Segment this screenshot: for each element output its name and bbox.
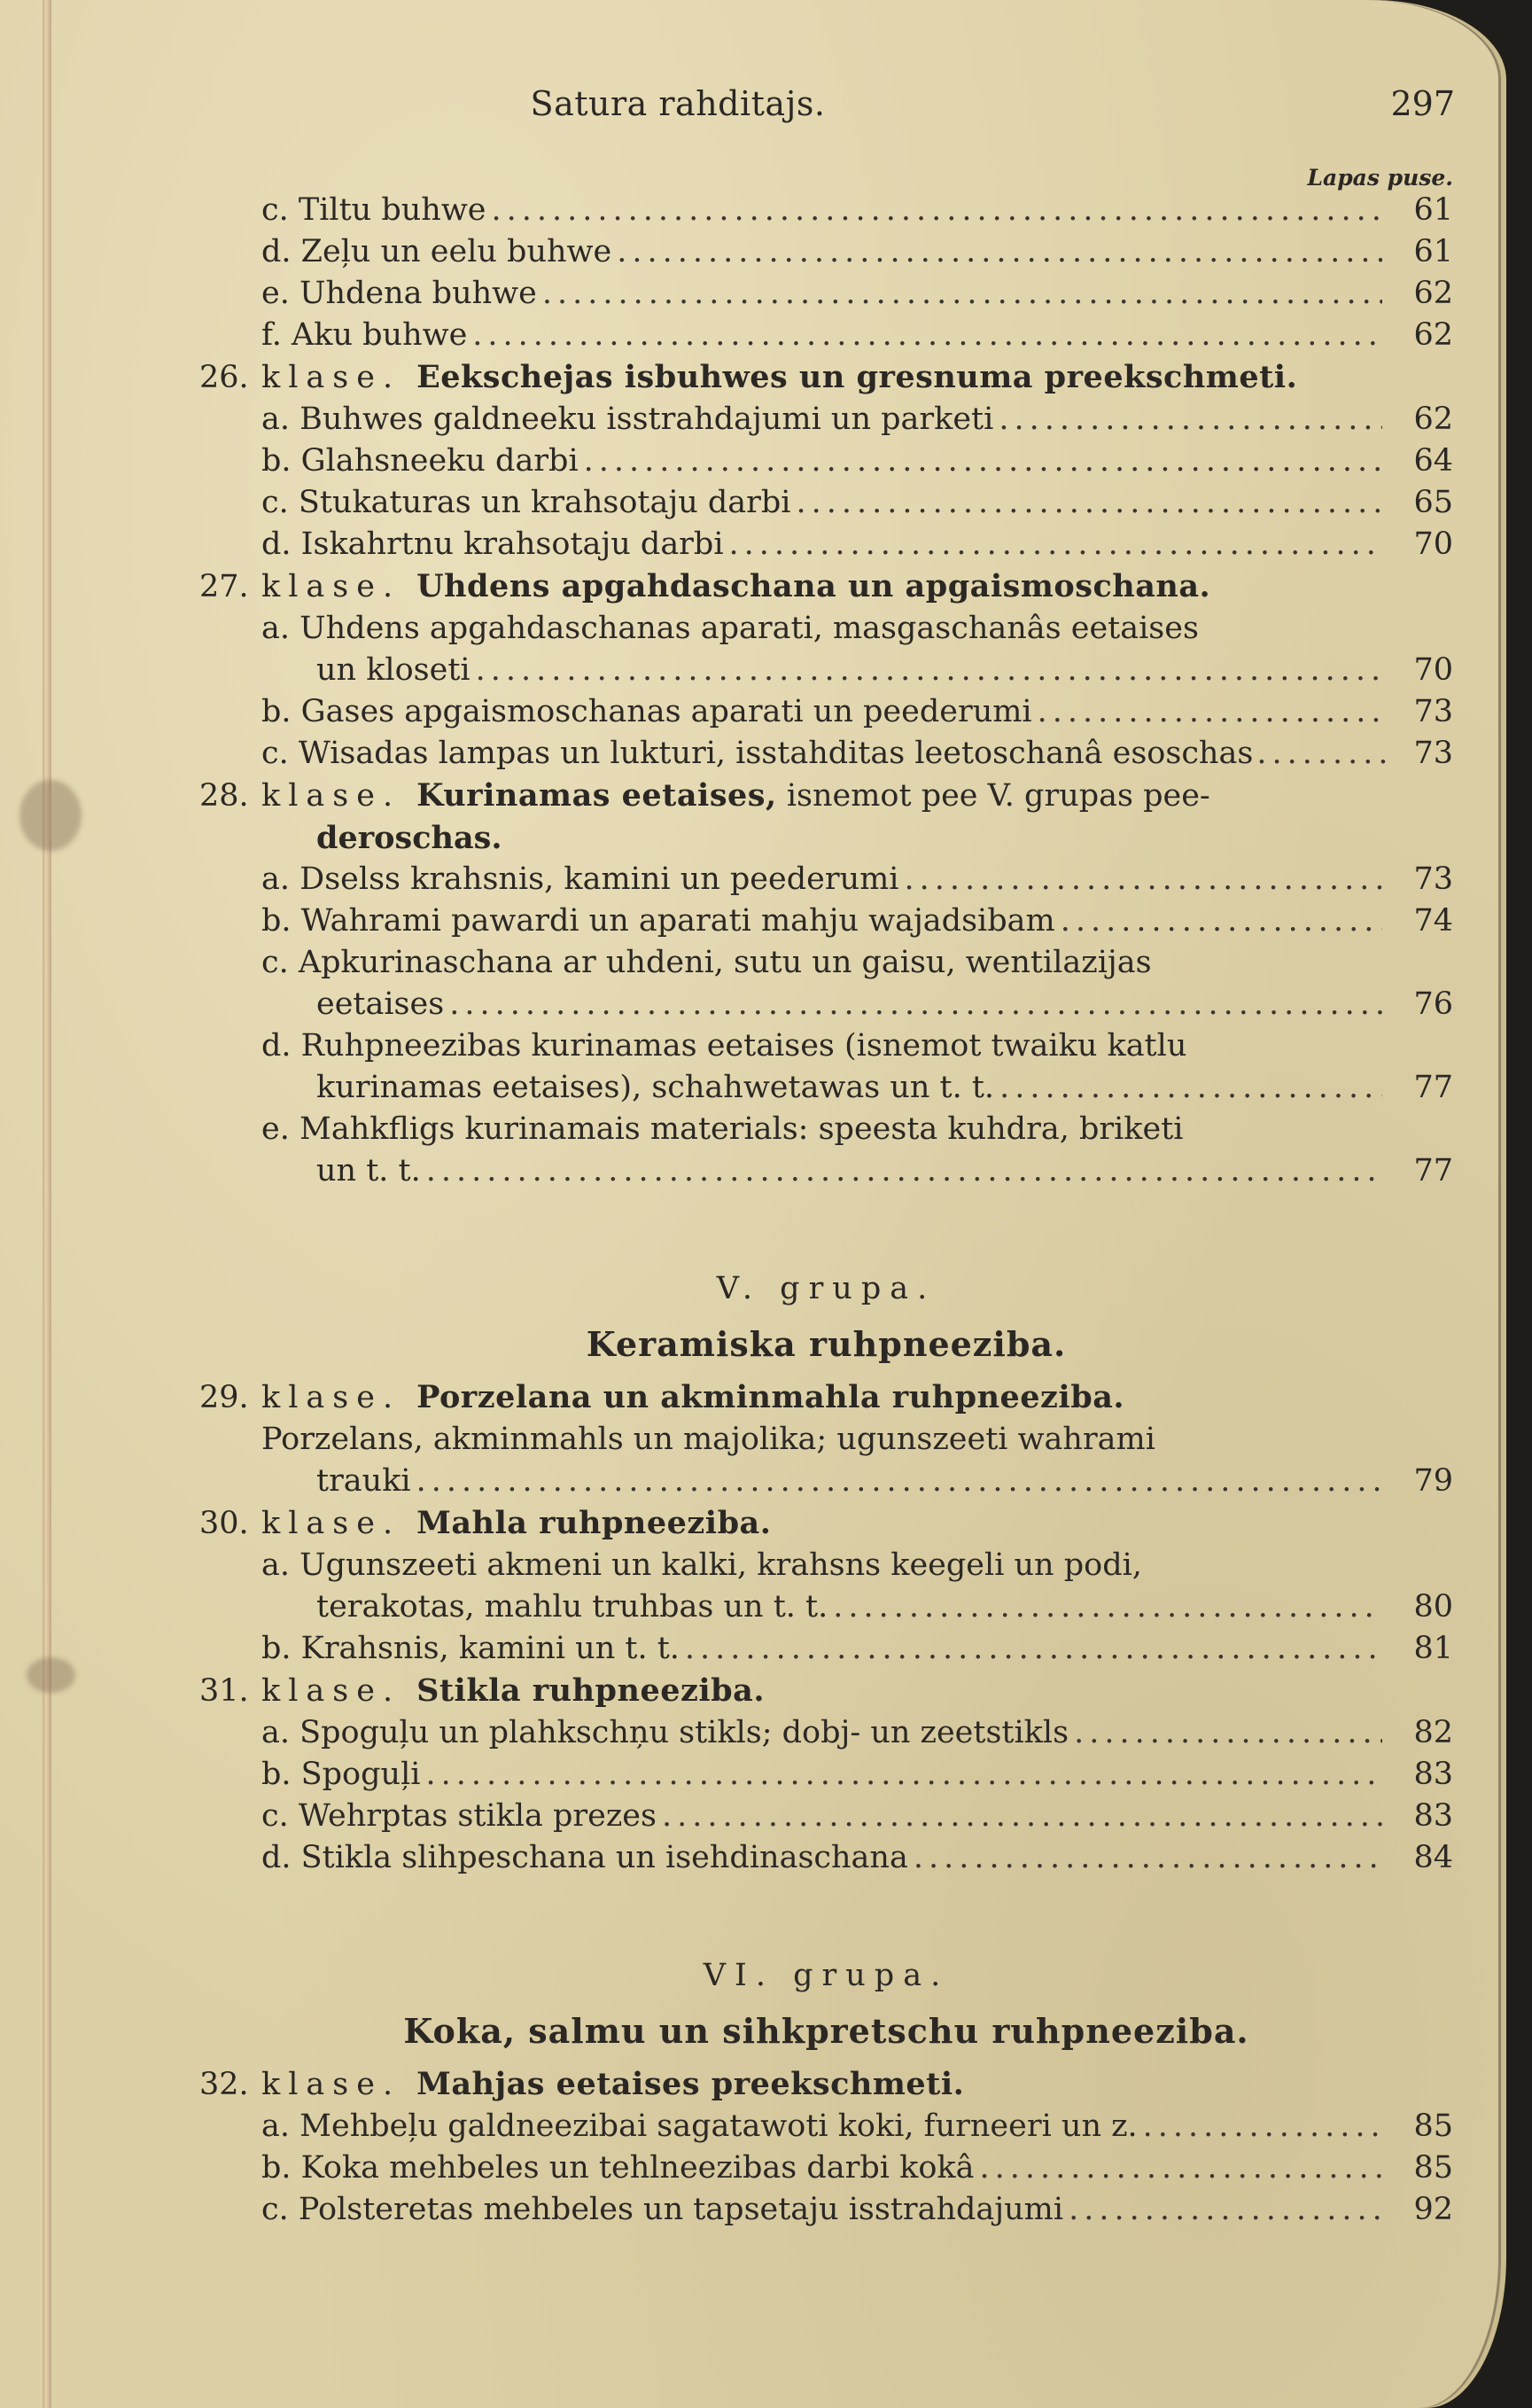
toc-entry: un t. t. ..... 77 [199, 1150, 1453, 1192]
group-heading: VI. grupa. [703, 1958, 950, 1993]
toc-entry: e. Uhdena buhwe ..... 62 [199, 273, 1453, 315]
toc-entry: d. Zeļu un eelu buhwe ..... 61 [199, 231, 1453, 273]
class-heading: 30. klase. Mahla ruhpneeziba. [199, 1505, 772, 1541]
page-number: 297 [1390, 84, 1455, 123]
group-title: Koka, salmu un sihkpretschu ruhpneeziba. [403, 2011, 1249, 2051]
toc-entry: b. Gases apgaismoschanas aparati un peederumi ..... 73 [199, 691, 1453, 733]
class-heading: 29. klase. Porzelana un akminmahla ruhpneeziba. [199, 1379, 1125, 1415]
toc-entry-line: a. Uhdens apgahdaschanas aparati, masgaschanâs eetaises [261, 611, 1199, 646]
toc-entry: terakotas, mahlu truhbas un t. t. ..... 80 [199, 1586, 1453, 1628]
toc-entry: un kloseti ..... 70 [199, 650, 1453, 691]
toc-entry: c. Stukaturas un krahsotaju darbi ..... 65 [199, 482, 1453, 524]
toc-entry: f. Aku buhwe ..... 62 [199, 315, 1453, 356]
toc-entry: c. Polsteretas mehbeles un tapsetaju isstrahdajumi ..... 92 [199, 2189, 1453, 2231]
toc-entry-line: e. Mahkfligs kurinamais materials: speesta kuhdra, briketi [261, 1111, 1184, 1147]
page-header [0, 84, 1506, 137]
toc-entry: d. Stikla slihpeschana un isehdinaschana ..... 84 [199, 1837, 1453, 1879]
toc-entry: c. Tiltu buhwe ..... 61 [199, 190, 1453, 231]
running-title: Satura rahditajs. [530, 84, 826, 123]
toc-entry: kurinamas eetaises), schahwetawas un t. t. ..... 77 [199, 1067, 1453, 1109]
toc-entry: c. Wisadas lampas un lukturi, isstahditas leetoschanâ esoschas ..... 73 [199, 733, 1453, 775]
toc-entry: c. Wehrptas stikla prezes ..... 83 [199, 1796, 1453, 1837]
toc-entry: trauki ..... 79 [199, 1461, 1453, 1502]
group-heading: V. grupa. [716, 1271, 937, 1306]
toc-entry-line: d. Ruhpneezibas kurinamas eetaises (isnemot twaiku katlu [261, 1028, 1187, 1064]
class-heading: 27. klase. Uhdens apgahdaschana un apgaismoschana. [199, 568, 1211, 604]
toc-entry: d. Iskahrtnu krahsotaju darbi ..... 70 [199, 524, 1453, 565]
ink-stain [27, 1657, 75, 1693]
toc-entry: b. Krahsnis, kamini un t. t. ..... 81 [199, 1628, 1453, 1670]
toc-entry: b. Spoguļi ..... 83 [199, 1754, 1453, 1796]
toc-entry: b. Koka mehbeles un tehlneezibas darbi kokâ ..... 85 [199, 2147, 1453, 2189]
entry-page: 61 [1413, 234, 1453, 269]
toc-entry-line: c. Apkurinaschana ar uhdeni, sutu un gaisu, wentilazijas [261, 945, 1152, 980]
table-of-contents [199, 167, 1453, 2231]
toc-entry: a. Dselss krahsnis, kamini un peederumi ..... 73 [199, 859, 1453, 900]
toc-entry: a. Buhwes galdneeku isstrahdajumi un parketi ..... 62 [199, 399, 1453, 440]
toc-entry: b. Glahsneeku darbi ..... 64 [199, 440, 1453, 482]
class-heading: 28. klase. Kurinamas eetaises, isnemot pee V. grupas pee- [199, 777, 1210, 814]
toc-entry: eetaises ..... 76 [199, 984, 1453, 1025]
entry-page: 61 [1413, 192, 1453, 228]
toc-entry-line: Porzelans, akminmahls un majolika; ugunszeeti wahrami [261, 1422, 1155, 1457]
toc-entry: a. Mehbeļu galdneezibai sagatawoti koki, furneeri un z. ..... 85 [199, 2106, 1453, 2147]
entry-page: 62 [1413, 276, 1453, 311]
class-heading-continued: deroschas. [316, 820, 502, 856]
toc-entry: b. Wahrami pawardi un aparati mahju wajadsibam ..... 74 [199, 900, 1453, 942]
toc-entry: a. Spoguļu un plahkschņu stikls; dobj- un zeetstikls ..... 82 [199, 1712, 1453, 1754]
page-column-heading: Lapas puse. [1307, 165, 1453, 191]
class-heading: 32. klase. Mahjas eetaises preekschmeti. [199, 2066, 965, 2102]
group-title: Keramiska ruhpneeziba. [586, 1324, 1067, 1364]
class-heading: 26. klase. Eekschejas isbuhwes un gresnuma preekschmeti. [199, 359, 1298, 395]
toc-entry-line: a. Ugunszeeti akmeni un kalki, krahsns keegeli un podi, [261, 1547, 1142, 1583]
class-heading: 31. klase. Stikla ruhpneeziba. [199, 1672, 766, 1709]
entry-page: 62 [1413, 317, 1453, 353]
ink-stain [19, 780, 82, 851]
page-gutter [43, 0, 51, 2408]
